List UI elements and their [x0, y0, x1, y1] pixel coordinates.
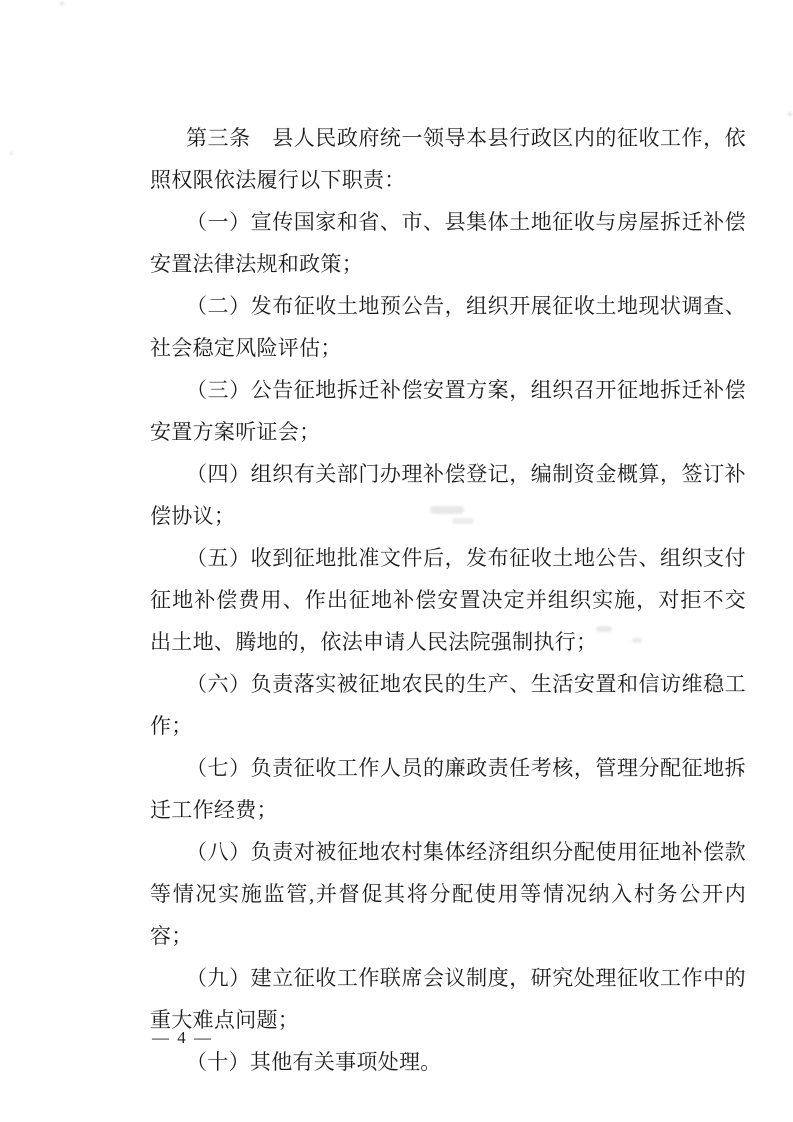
scan-speckle [60, 2, 64, 5]
paragraph-item-3: （三）公告征地拆迁补偿安置方案，组织召开征地拆迁补偿安置方案听证会； [150, 378, 746, 444]
paragraph-item-6: （六）负责落实被征地农民的生产、生活安置和信访维稳工作； [150, 672, 746, 738]
paragraph-item-5: （五）收到征地批准文件后，发布征收土地公告、组织支付征地补偿费用、作出征地补偿安置决定并组织实施，对拒不交出土地、腾地的，依法申请人民法院强制执行； [150, 546, 746, 654]
paragraph-item-10: （十）其他有关事项处理。 [186, 1050, 442, 1074]
paragraph-item-7: （七）负责征收工作人员的廉政责任考核，管理分配征地拆迁工作经费； [150, 756, 746, 822]
document-text-block [150, 117, 746, 1083]
paragraph-item-8: （八）负责对被征地农村集体经济组织分配使用征地补偿款等情况实施监管,并督促其将分配使用等情况纳入村务公开内容； [150, 840, 746, 948]
paragraph-article-3-intro: 第三条 县人民政府统一领导本县行政区内的征收工作，依照权限依法履行以下职责： [150, 126, 746, 192]
paragraph-item-2: （二）发布征收土地预公告，组织开展征收土地现状调查、社会稳定风险评估； [150, 294, 746, 360]
scan-speckle [788, 112, 792, 116]
paragraph-item-9: （九）建立征收工作联席会议制度，研究处理征收工作中的重大难点问题； [150, 966, 746, 1032]
page-number: — 4 — [152, 1028, 213, 1047]
scan-speckle [10, 152, 13, 155]
paragraph-item-1: （一）宣传国家和省、市、县集体土地征收与房屋拆迁补偿安置法律法规和政策； [150, 210, 746, 276]
paragraph-item-4: （四）组织有关部门办理补偿登记，编制资金概算，签订补偿协议； [150, 462, 746, 528]
